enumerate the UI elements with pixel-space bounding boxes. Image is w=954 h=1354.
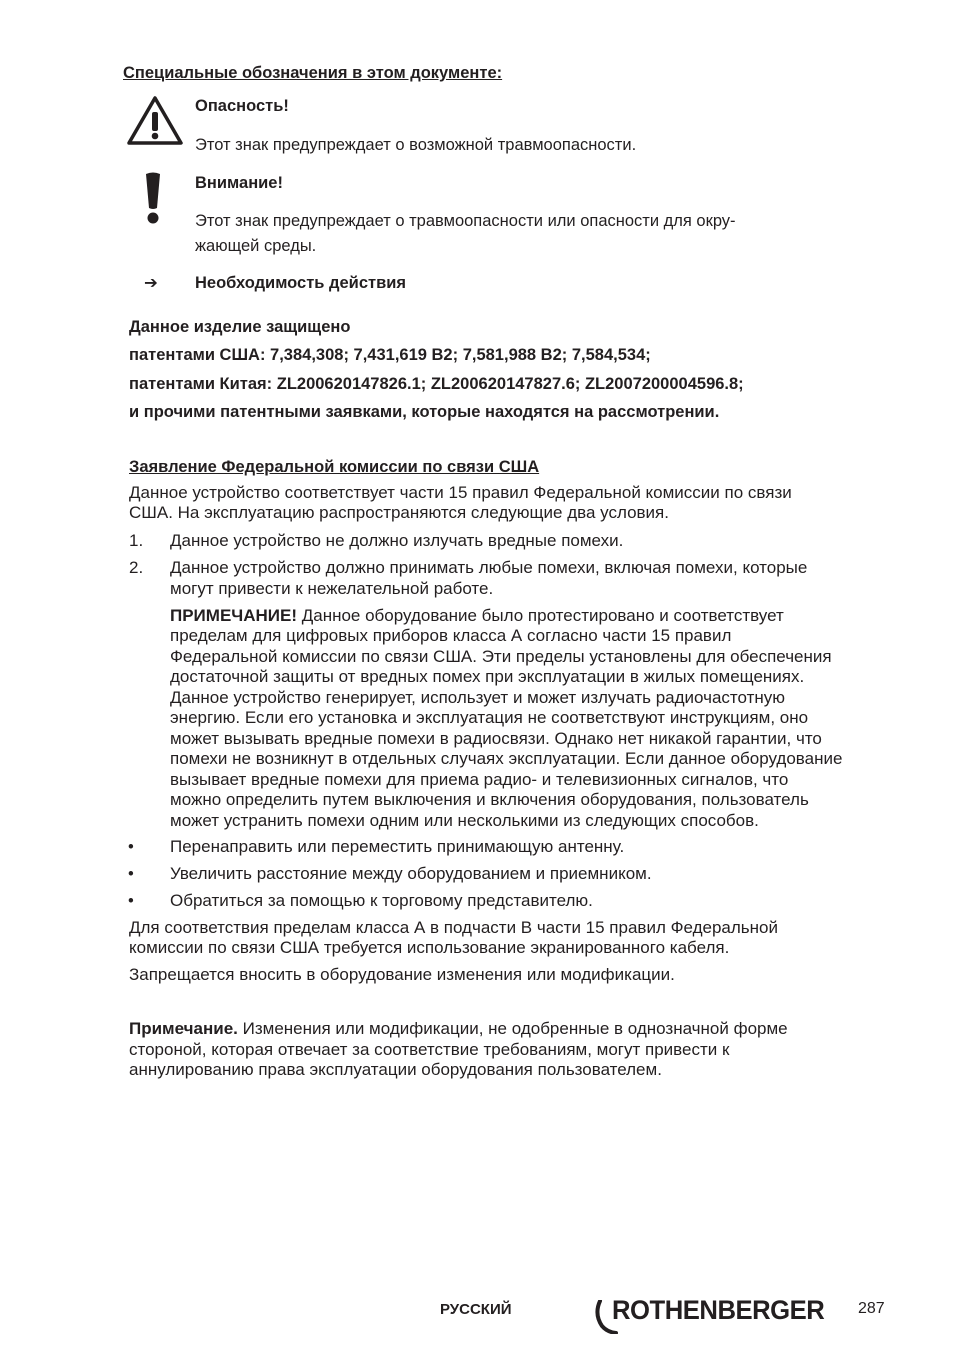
fcc-intro-line-2: США. На эксплуатацию распространяются следующие два условия. <box>129 503 669 522</box>
final-note-first-line <box>129 1019 788 1040</box>
note-line: помехи не возникнут в отдельных случаях эксплуатации. Если данное оборудование <box>170 749 843 768</box>
action-title: Необходимость действия <box>195 274 406 292</box>
fcc-intro-line-1: Данное устройство соответствует части 15 правил Федеральной комиссии по связи <box>129 483 792 502</box>
bullet-icon: • <box>128 838 134 856</box>
list-item-text: Данное устройство не должно излучать вредные помехи. <box>170 531 624 550</box>
danger-title: Опасность! <box>195 97 289 115</box>
bullet-item: Обратиться за помощью к торговому представителю. <box>170 891 593 910</box>
brand-logo: ROTHENBERGER <box>612 1295 825 1325</box>
final-note-first-text: Изменения или модификации, не одобренные в однозначной форме <box>237 1019 788 1038</box>
list-item-number: 1. <box>129 531 144 550</box>
note-line: Данное устройство генерирует, использует и может излучать радиочастотную <box>170 688 786 707</box>
list-item-text: могут привести к нежелательной работе. <box>170 579 494 598</box>
prohibited-text: Запрещается вносить в оборудование изменения или модификации. <box>129 965 675 984</box>
patents-line-1: Данное изделие защищено <box>129 318 351 336</box>
list-item-number: 2. <box>129 558 144 577</box>
note-line: может вызывать вредные помехи в радиосвязи. Однако нет никакой гарантии, что <box>170 729 822 748</box>
danger-text: Этот знак предупреждает о возможной травмоопасности. <box>195 136 637 154</box>
fcc-heading: Заявление Федеральной комиссии по связи США <box>129 458 540 476</box>
patents-line-3: патентами Китая: ZL200620147826.1; ZL200620147827.6; ZL2007200004596.8; <box>129 375 744 393</box>
note-line: энергию. Если его установка и эксплуатация не соответствуют инструкциям, оно <box>170 708 809 727</box>
bullet-icon: • <box>128 865 134 883</box>
final-note-label: Примечание. <box>129 1019 238 1038</box>
exclamation-icon <box>143 171 163 225</box>
note-line: Федеральной комиссии по связи США. Эти пределы установлены для обеспечения <box>170 647 832 666</box>
class-a-line-2: комиссии по связи США требуется использование экранированного кабеля. <box>129 938 730 957</box>
legend-title: Специальные обозначения в этом документе: <box>123 64 503 82</box>
page-number: 287 <box>858 1300 885 1317</box>
note-line: пределам для цифровых приборов класса А согласно части 15 правил <box>170 626 732 645</box>
note-first-text: Данное оборудование было протестировано и соответствует <box>297 606 784 625</box>
final-note-line-2: стороной, которая отвечает за соответствие требованиям, могут привести к <box>129 1040 730 1059</box>
note-line: может устранить помехи одним или несколькими из следующих способов. <box>170 811 759 830</box>
final-note-line-3: аннулированию права эксплуатации оборудования пользователем. <box>129 1060 662 1079</box>
arrow-right-icon: ➔ <box>144 274 158 292</box>
warning-triangle-icon <box>126 95 184 147</box>
attention-text-line-1: Этот знак предупреждает о травмоопасности или опасности для окру- <box>195 212 736 230</box>
note-line: достаточной защиты от вредных помех при эксплуатации в жилых помещениях. <box>170 667 805 686</box>
bullet-item: Увеличить расстояние между оборудованием и приемником. <box>170 864 652 883</box>
note-line: вызывает вредные помехи для приема радио- и телевизионных сигналов, что <box>170 770 789 789</box>
footer-language: РУССКИЙ <box>440 1301 512 1318</box>
attention-text-line-2: жающей среды. <box>195 237 317 255</box>
note-label: ПРИМЕЧАНИЕ! <box>170 606 297 625</box>
bullet-item: Перенаправить или переместить принимающую антенну. <box>170 837 625 856</box>
bullet-icon: • <box>128 892 134 910</box>
note-first-line <box>170 606 784 627</box>
note-line: можно определить путем выключения и включения оборудования, пользователь <box>170 790 809 809</box>
patents-line-4: и прочими патентными заявками, которые находятся на рассмотрении. <box>129 403 720 421</box>
list-item-text: Данное устройство должно принимать любые помехи, включая помехи, которые <box>170 558 808 577</box>
patents-line-2: патентами США: 7,384,308; 7,431,619 B2; 7,581,988 B2; 7,584,534; <box>129 346 651 364</box>
class-a-line-1: Для соответствия пределам класса А в подчасти В части 15 правил Федеральной <box>129 918 778 937</box>
attention-title: Внимание! <box>195 174 283 192</box>
